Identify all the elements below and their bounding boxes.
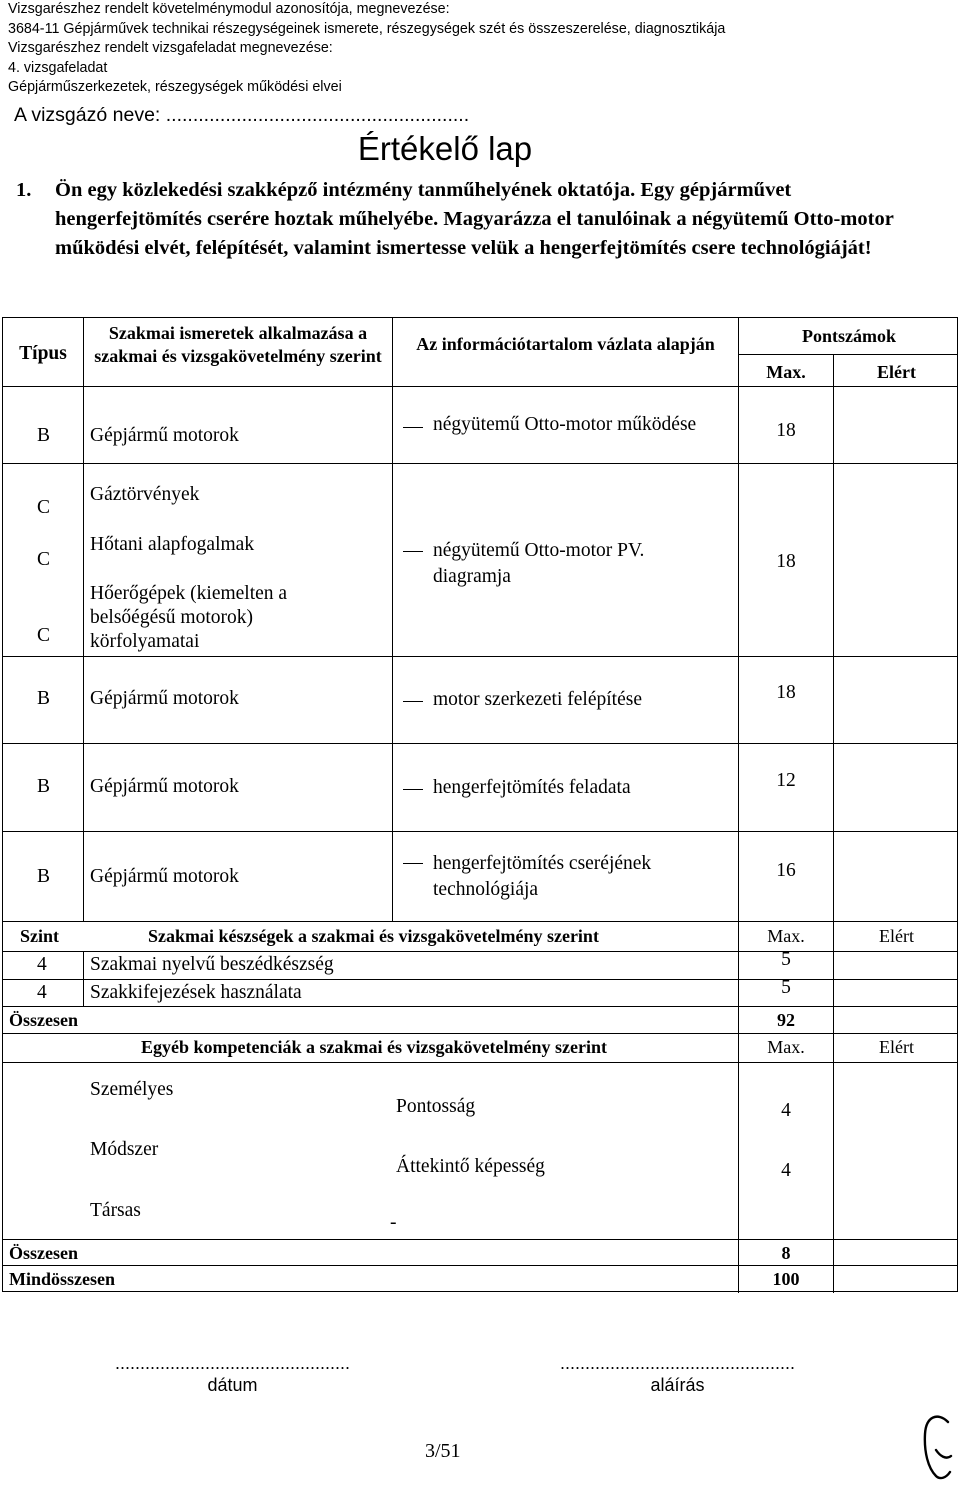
other-item-overview-max: 4 — [781, 1160, 791, 1181]
other-item-accuracy-max: 4 — [781, 1100, 791, 1121]
col-header-points: Pontszámok — [802, 326, 896, 346]
row5-topic: Gépjármű motorok — [90, 866, 239, 887]
row2-type-3: C — [37, 625, 51, 646]
skill1-max: 5 — [781, 949, 791, 970]
skill2-level: 4 — [37, 982, 47, 1003]
row4-type: B — [37, 776, 51, 797]
signature-label: aláírás — [650, 1375, 705, 1395]
row3-content: motor szerkezeti felépítése — [433, 689, 642, 710]
row5-type: B — [37, 866, 51, 887]
grand-total-label: Mindösszesen — [9, 1269, 116, 1289]
sum2-value: 8 — [781, 1243, 791, 1263]
row4-topic: Gépjármű motorok — [90, 776, 239, 797]
other-category-method: Módszer — [90, 1139, 159, 1160]
other-header-achieved: Elért — [879, 1037, 914, 1057]
row3-max: 18 — [776, 682, 796, 703]
other-header-title: Egyéb kompetenciák a szakmai és vizsgakövetelmény szerint — [141, 1037, 607, 1057]
handwritten-mark — [920, 1410, 954, 1480]
other-item-overview: Áttekintő képesség — [396, 1156, 545, 1177]
row1-max: 18 — [776, 420, 796, 441]
date-dots: ............................................... — [114, 1353, 351, 1373]
page-title-text: Értékelő lap — [357, 130, 533, 167]
page-title — [0, 130, 960, 168]
question-number: 1. — [16, 179, 32, 201]
skills-header-title: Szakmai készségek a szakmai és vizsgakövetelmény szerint — [148, 926, 599, 946]
evaluation-table — [2, 317, 958, 1292]
row4-content: hengerfejtömítés feladata — [433, 777, 631, 798]
row2-type-2: C — [37, 549, 51, 570]
other-dash: - — [390, 1212, 397, 1233]
document-header — [8, 0, 956, 98]
skills-header-achieved: Elért — [879, 926, 914, 946]
other-category-personal: Személyes — [90, 1079, 174, 1100]
skill1-level: 4 — [37, 954, 47, 975]
question-text: Ön egy közlekedési szakképző intézmény tanműhelyének oktatója. Egy gépjárművet hengerfejtömítés cserére hoztak műhelyébe. Magyarázza el tanulóinak a négyütemű Otto-motor működési elvét, felépítését, valamint ismertesse velük a hengerfejtömítés csere technológiáját! — [55, 179, 894, 259]
row5-max: 16 — [776, 860, 796, 881]
row2-topic-1: Gáztörvények — [90, 484, 200, 505]
sum1-label: Összesen — [9, 1010, 78, 1030]
col-header-type: Típus — [19, 343, 67, 364]
row2-topic-2: Hőtani alapfogalmak — [90, 534, 255, 555]
other-category-social: Társas — [90, 1200, 141, 1221]
row3-type: B — [37, 688, 51, 709]
row4-max: 12 — [776, 770, 796, 791]
row1-content: négyütemű Otto-motor működése — [433, 414, 697, 435]
col-header-content: Az információtartalom vázlata alapján — [416, 334, 715, 354]
page-number: 3/51 — [425, 1440, 461, 1462]
header-line-2: 3684-11 Gépjárművek technikai részegységeinek ismerete, részegységek szét és összeszerelése, diagnosztikája — [8, 20, 726, 37]
row2-content: négyütemű Otto-motor PV. diagramja — [433, 540, 645, 587]
skill2-max: 5 — [781, 977, 791, 998]
candidate-name-line: A vizsgázó neve: ........................................................ — [14, 104, 470, 126]
col-header-knowledge: Szakmai ismeretek alkalmazása a szakmai és vizsgakövetelmény szerint — [94, 323, 382, 366]
sum1-value: 92 — [777, 1010, 795, 1030]
sum2-label: Összesen — [9, 1243, 78, 1263]
row2-type-1: C — [37, 497, 51, 518]
other-header-max: Max. — [767, 1037, 805, 1057]
row5-content: hengerfejtömítés cseréjének technológiája — [433, 853, 652, 900]
row2-topic-3: Hőerőgépek (kiemelten a belsőégésű motorok) körfolyamatai — [90, 583, 288, 652]
row2-max: 18 — [776, 551, 796, 572]
skills-header-level: Szint — [20, 926, 60, 946]
col-header-achieved: Elért — [877, 362, 916, 382]
grand-total-value: 100 — [772, 1269, 800, 1289]
signature-dots: ............................................... — [559, 1353, 796, 1373]
date-label: dátum — [207, 1375, 258, 1395]
header-line-4: 4. vizsgafeladat — [8, 59, 108, 76]
col-header-max: Max. — [766, 362, 806, 382]
header-line-3: Vizsgarészhez rendelt vizsgafeladat megnevezése: — [8, 40, 333, 56]
row3-topic: Gépjármű motorok — [90, 688, 239, 709]
skills-header-max: Max. — [767, 926, 805, 946]
row1-type: B — [37, 425, 51, 446]
header-line-5: Gépjárműszerkezetek, részegységek működési elvei — [8, 79, 342, 95]
row1-topic: Gépjármű motorok — [90, 425, 239, 446]
question-block — [16, 176, 936, 263]
header-line-1: Vizsgarészhez rendelt követelménymodul azonosítója, megnevezése: — [8, 1, 450, 17]
other-item-accuracy: Pontosság — [396, 1096, 476, 1117]
skill2-name: Szakkifejezések használata — [90, 982, 302, 1003]
skill1-name: Szakmai nyelvű beszédkészség — [90, 954, 334, 975]
